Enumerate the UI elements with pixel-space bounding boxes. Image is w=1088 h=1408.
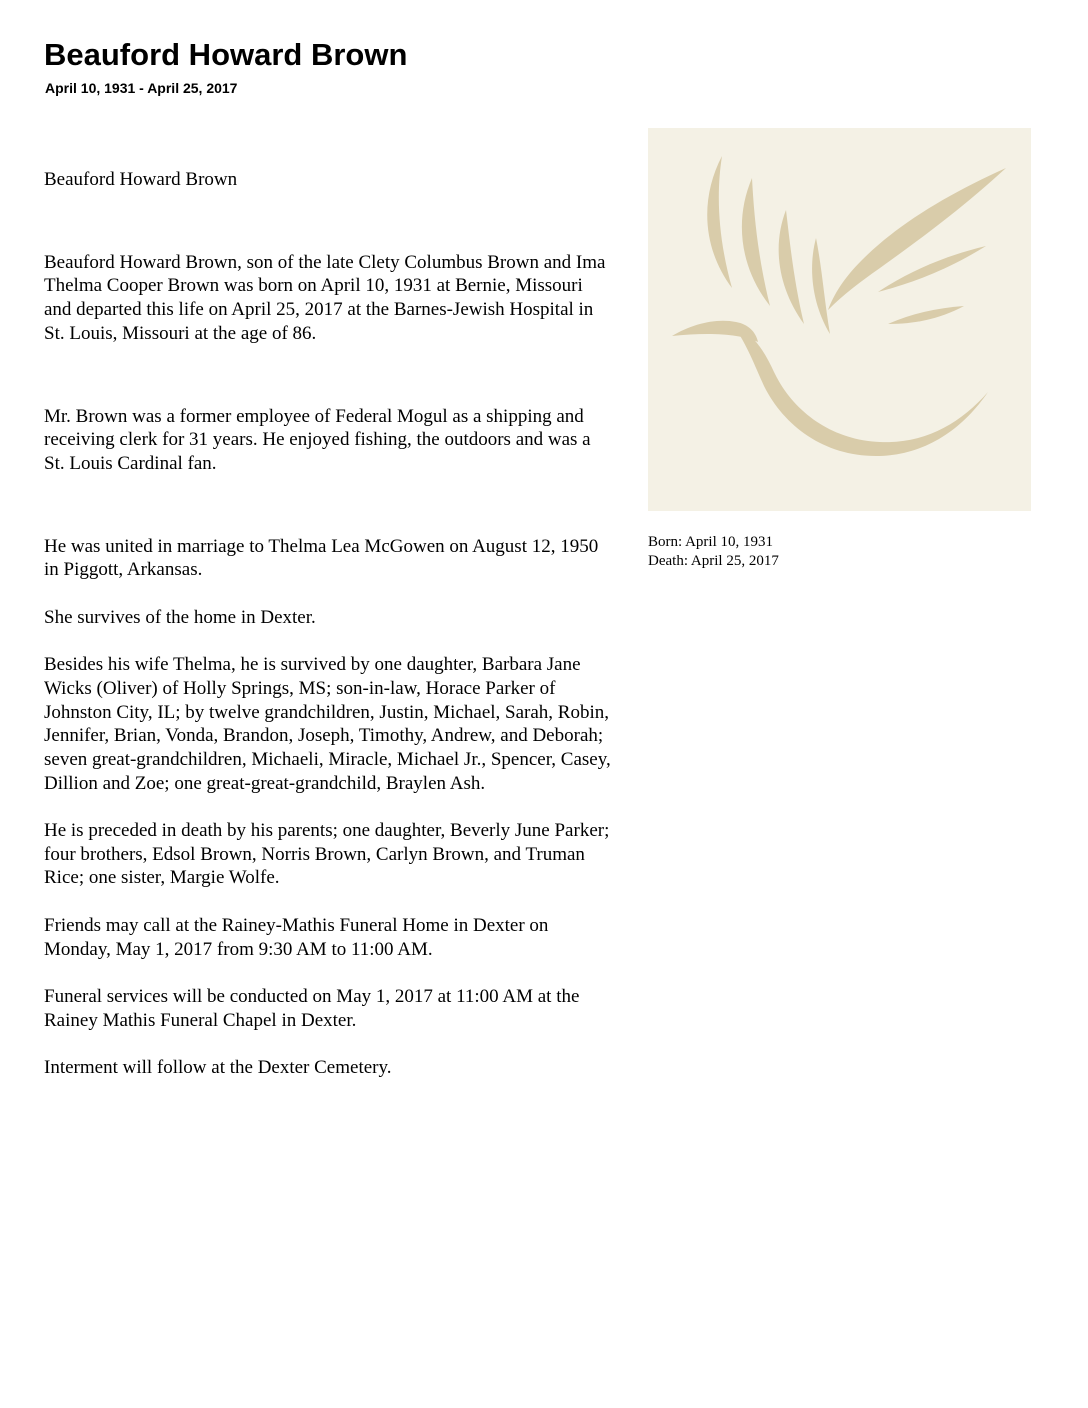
obituary-paragraph: Mr. Brown was a former employee of Federal Mogul as a shipping and receiving clerk for 31 years. He enjoyed fishing, the outdoors and was a St. Louis Cardinal fan. <box>44 405 591 474</box>
obituary-paragraph: Funeral services will be conducted on May 1, 2017 at 11:00 AM at the Rainey Mathis Funeral Chapel in Dexter. <box>44 985 580 1031</box>
dove-icon <box>648 128 1031 511</box>
obituary-paragraph: Friends may call at the Rainey-Mathis Funeral Home in Dexter on Monday, May 1, 2017 from 9:30 AM to 11:00 AM. <box>44 914 549 960</box>
obituary-paragraph: Beauford Howard Brown, son of the late Clety Columbus Brown and Ima Thelma Cooper Brown was born on April 10, 1931 at Bernie, Missouri and departed this life on April 25, 2017 at the Barnes-Jewish Hospital in St. Louis, Missouri at the age of 86. <box>44 251 606 344</box>
memorial-image <box>648 128 1031 511</box>
obituary-paragraph: She survives of the home in Dexter. <box>44 606 316 628</box>
vital-dates <box>648 533 779 570</box>
born-date: Born: April 10, 1931 <box>648 534 774 550</box>
obituary-paragraph: Besides his wife Thelma, he is survived by one daughter, Barbara Jane Wicks (Oliver) of Holly Springs, MS; son-in-law, Horace Parker of Johnston City, IL; by twelve grandchildren, Justin, Michael, Sarah, Robin, Jennifer, Brian, Vonda, Brandon, Joseph, Timothy, Andrew, and Deborah; seven great-grandchildren, Michaeli, Miracle, Michael Jr., Spencer, Casey, Dillion and Zoe; one great-great-grandchild, Braylen Ash. <box>44 654 611 794</box>
obituary-paragraph: He was united in marriage to Thelma Lea McGowen on August 12, 1950 in Piggott, Arkansas. <box>44 535 599 581</box>
death-date: Death: April 25, 2017 <box>648 552 779 569</box>
obituary-paragraph: Interment will follow at the Dexter Cemetery. <box>44 1057 392 1078</box>
obituary-text <box>44 168 612 1080</box>
obituary-paragraph: He is preceded in death by his parents; one daughter, Beverly June Parker; four brothers, Edsol Brown, Norris Brown, Carlyn Brown, and Truman Rice; one sister, Margie Wolfe. <box>44 820 610 889</box>
obituary-heading: Beauford Howard Brown <box>44 169 238 190</box>
page-title: Beauford Howard Brown <box>44 37 408 72</box>
life-dates: April 10, 1931 - April 25, 2017 <box>45 80 238 96</box>
